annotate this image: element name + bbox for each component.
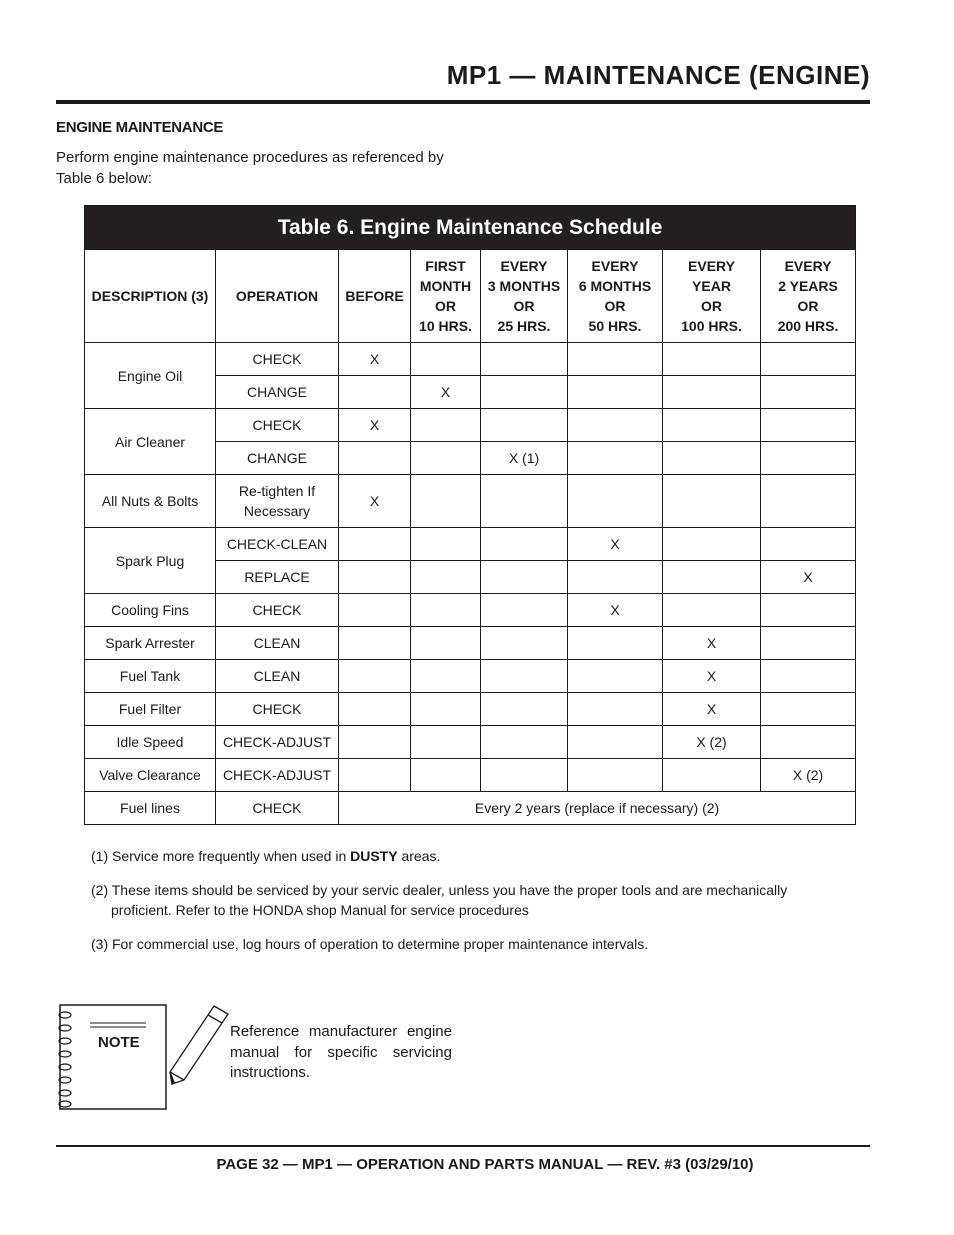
cell-before: [339, 594, 411, 627]
table-row: [85, 409, 856, 442]
row-operation: CLEAN: [216, 627, 339, 660]
footer-rule: [56, 1145, 870, 1147]
cell-3-months: [481, 759, 568, 792]
note-notebook-icon: [56, 1004, 168, 1110]
col-header-operation: OPERATION: [216, 250, 339, 343]
cell-6-months: X: [568, 594, 663, 627]
cell-year: [663, 528, 761, 561]
col-header-year: EVERY YEAR OR 100 HRS.: [663, 250, 761, 343]
cell-6-months: [568, 343, 663, 376]
cell-2-years: [761, 442, 856, 475]
row-description: Spark Plug: [85, 528, 216, 594]
row-description: Engine Oil: [85, 343, 216, 409]
section-heading: ENGINE MAINTENANCE: [56, 119, 224, 136]
row-description: Valve Clearance: [85, 759, 216, 792]
cell-3-months: [481, 726, 568, 759]
cell-3-months: [481, 627, 568, 660]
footnote-2: (2) These items should be serviced by your servic dealer, unless you have the proper tools and are mechanically proficient. Refer to the HONDA shop Manual for service procedures: [91, 882, 788, 918]
cell-before: [339, 660, 411, 693]
cell-2-years: [761, 693, 856, 726]
cell-6-months: [568, 409, 663, 442]
cell-3-months: [481, 660, 568, 693]
page-title: MP1 — MAINTENANCE (ENGINE): [446, 60, 870, 90]
cell-3-months: [481, 561, 568, 594]
cell-2-years: [761, 627, 856, 660]
row-operation: CHECK: [216, 594, 339, 627]
cell-2-years: [761, 528, 856, 561]
cell-2-years: [761, 376, 856, 409]
row-description: All Nuts & Bolts: [85, 475, 216, 528]
footnote-1: (1) Service more frequently when used in DUSTY areas.: [91, 848, 441, 864]
cell-first-month: [411, 475, 481, 528]
intro-line-1: Perform engine maintenance procedures as referenced by: [56, 149, 444, 166]
row-operation: CHECK-ADJUST: [216, 726, 339, 759]
col-header-description: DESCRIPTION (3): [85, 250, 216, 343]
footnote-3: (3) For commercial use, log hours of operation to determine proper maintenance intervals.: [91, 936, 649, 952]
row-operation: Re-tighten If Necessary: [216, 475, 339, 528]
row-operation: CHECK-ADJUST: [216, 759, 339, 792]
footnotes: [91, 846, 851, 968]
cell-year: X: [663, 627, 761, 660]
cell-6-months: [568, 726, 663, 759]
cell-year: [663, 594, 761, 627]
cell-first-month: [411, 726, 481, 759]
row-operation: CHANGE: [216, 376, 339, 409]
cell-year: [663, 409, 761, 442]
cell-6-months: [568, 376, 663, 409]
col-header-6-months: EVERY 6 MONTHS OR 50 HRS.: [568, 250, 663, 343]
row-operation: CHECK-CLEAN: [216, 528, 339, 561]
cell-2-years: [761, 594, 856, 627]
table-row: [85, 475, 856, 528]
cell-3-months: [481, 475, 568, 528]
row-description: Cooling Fins: [85, 594, 216, 627]
note-label: NOTE: [98, 1034, 140, 1051]
table-caption-row: [85, 206, 856, 250]
cell-first-month: [411, 442, 481, 475]
cell-3-months: [481, 376, 568, 409]
row-operation: CHANGE: [216, 442, 339, 475]
cell-3-months: [481, 343, 568, 376]
cell-before: [339, 528, 411, 561]
cell-first-month: [411, 627, 481, 660]
table-row: [85, 792, 856, 825]
row-description: Air Cleaner: [85, 409, 216, 475]
cell-6-months: [568, 759, 663, 792]
cell-year: [663, 442, 761, 475]
table-row: [85, 528, 856, 561]
row-operation: REPLACE: [216, 561, 339, 594]
table-row: [85, 660, 856, 693]
pencil-icon: [170, 1006, 228, 1084]
cell-before: [339, 693, 411, 726]
cell-6-months: [568, 442, 663, 475]
note-text: Reference manufacturer engine manual for specific servicing instructions.: [230, 1023, 452, 1081]
cell-span-note: Every 2 years (replace if necessary) (2): [339, 792, 856, 825]
cell-first-month: [411, 660, 481, 693]
maintenance-schedule-table: [84, 205, 856, 825]
header-rule: [56, 100, 870, 104]
cell-2-years: X: [761, 561, 856, 594]
table-header-row: [85, 250, 856, 343]
cell-before: X: [339, 475, 411, 528]
cell-before: [339, 726, 411, 759]
cell-before: [339, 627, 411, 660]
cell-2-years: X (2): [761, 759, 856, 792]
intro-text: [56, 147, 476, 189]
row-description: Fuel Tank: [85, 660, 216, 693]
cell-3-months: [481, 594, 568, 627]
cell-before: [339, 561, 411, 594]
cell-year: [663, 376, 761, 409]
cell-before: [339, 376, 411, 409]
cell-2-years: [761, 343, 856, 376]
col-header-2-years: EVERY 2 YEARS OR 200 HRS.: [761, 250, 856, 343]
cell-first-month: [411, 693, 481, 726]
cell-year: [663, 475, 761, 528]
table-row: [85, 693, 856, 726]
row-description: Idle Speed: [85, 726, 216, 759]
cell-2-years: [761, 726, 856, 759]
table-caption: Table 6. Engine Maintenance Schedule: [85, 206, 856, 250]
cell-3-months: [481, 693, 568, 726]
cell-6-months: [568, 475, 663, 528]
cell-first-month: [411, 409, 481, 442]
row-operation: CHECK: [216, 409, 339, 442]
row-operation: CHECK: [216, 693, 339, 726]
row-operation: CLEAN: [216, 660, 339, 693]
table-row: [85, 726, 856, 759]
cell-first-month: [411, 561, 481, 594]
row-description: Spark Arrester: [85, 627, 216, 660]
col-header-before: BEFORE: [339, 250, 411, 343]
cell-first-month: [411, 759, 481, 792]
cell-6-months: [568, 660, 663, 693]
col-header-3-months: EVERY 3 MONTHS OR 25 HRS.: [481, 250, 568, 343]
cell-year: [663, 343, 761, 376]
cell-year: X (2): [663, 726, 761, 759]
cell-3-months: [481, 409, 568, 442]
cell-before: [339, 442, 411, 475]
cell-year: [663, 561, 761, 594]
col-header-first-month: FIRST MONTH OR 10 HRS.: [411, 250, 481, 343]
cell-year: [663, 759, 761, 792]
cell-3-months: [481, 528, 568, 561]
cell-first-month: [411, 343, 481, 376]
cell-6-months: X: [568, 528, 663, 561]
intro-line-2: Table 6 below:: [56, 170, 152, 187]
cell-3-months: X (1): [481, 442, 568, 475]
cell-6-months: [568, 627, 663, 660]
cell-year: X: [663, 693, 761, 726]
row-description: Fuel lines: [85, 792, 216, 825]
cell-before: X: [339, 409, 411, 442]
row-operation: CHECK: [216, 343, 339, 376]
cell-2-years: [761, 660, 856, 693]
cell-6-months: [568, 561, 663, 594]
row-operation: CHECK: [216, 792, 339, 825]
table-row: [85, 343, 856, 376]
table-row: [85, 594, 856, 627]
cell-first-month: [411, 594, 481, 627]
cell-2-years: [761, 475, 856, 528]
row-description: Fuel Filter: [85, 693, 216, 726]
note-graphic: [56, 1004, 241, 1114]
page-footer: PAGE 32 — MP1 — OPERATION AND PARTS MANUAL — REV. #3 (03/29/10): [216, 1156, 754, 1173]
cell-before: [339, 759, 411, 792]
cell-first-month: [411, 528, 481, 561]
cell-first-month: X: [411, 376, 481, 409]
table-row: [85, 627, 856, 660]
cell-before: X: [339, 343, 411, 376]
cell-year: X: [663, 660, 761, 693]
cell-2-years: [761, 409, 856, 442]
table-row: [85, 759, 856, 792]
cell-6-months: [568, 693, 663, 726]
